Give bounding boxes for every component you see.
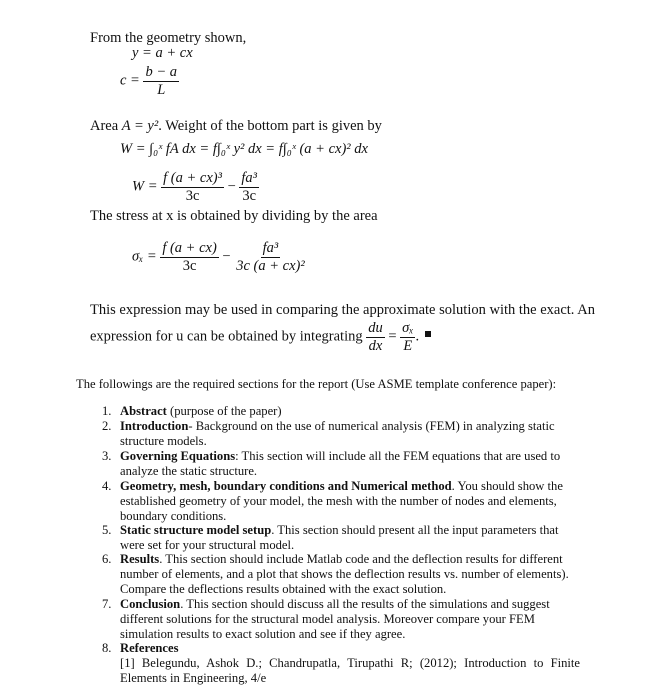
qed-square-icon (425, 331, 431, 337)
list-item-heading: Governing Equations (120, 449, 236, 463)
list-item (102, 419, 580, 449)
list-item-text: . This section should present all the input parameters that were set for your structural model. (120, 523, 559, 552)
list-item (102, 523, 580, 553)
equation-c-lhs: c = (120, 72, 140, 89)
paragraph-line-2-prefix: expression for u can be obtained by integrating (90, 328, 363, 345)
list-item-heading: Geometry, mesh, boundary conditions and Numerical method (120, 479, 452, 493)
weight-fraction-2 (239, 170, 259, 204)
equation-c (120, 64, 179, 98)
list-number: 6. (102, 552, 112, 566)
list-item-text: . This section should discuss all the results of the simulations and suggest different solutions for the structural model analysis. Moreover compare your FEM simulation results to exact solution and see if they agree. (120, 597, 550, 641)
list-number: 1. (102, 404, 112, 418)
intro-text: From the geometry shown, (90, 30, 247, 46)
area-line (90, 118, 382, 135)
stress-text: The stress at x is obtained by dividing by the area (90, 208, 378, 224)
equation-y: y = a + cx (132, 45, 193, 61)
area-equation: A = y² (121, 118, 159, 134)
sigma-numerator-1: f (a + cx) (162, 240, 217, 256)
equation-weight-result (132, 170, 259, 204)
list-item (102, 404, 580, 419)
list-item (102, 449, 580, 479)
list-number: 8. (102, 641, 112, 655)
list-item-heading: Static structure model setup (120, 523, 272, 537)
du-equals: = (388, 328, 397, 345)
weight-fraction-1 (161, 170, 224, 204)
list-number: 3. (102, 449, 112, 463)
weight-lhs: W = (132, 178, 158, 195)
sigma-x-numerator: σₓ (402, 320, 414, 336)
list-item (102, 479, 580, 524)
du-dx-fraction (366, 320, 385, 354)
list-item (102, 597, 580, 642)
equation-weight-integral: W = ∫₀ˣ fA dx = f∫₀ˣ y² dx = f∫₀ˣ (a + cx)² dx (120, 141, 368, 157)
list-number: 2. (102, 419, 112, 433)
sigma-lhs: σₓ = (132, 248, 157, 265)
sections-intro: The followings are the required sections for the report (Use ASME template conference paper): (76, 377, 557, 391)
sigma-e-fraction (400, 320, 415, 354)
list-item-text: . You should show the established geometry of your model, the mesh with the number of nodes and elements, boundary conditions. (120, 479, 563, 523)
sigma-numerator-2: fa³ (262, 240, 279, 256)
equation-c-denominator: L (157, 81, 166, 98)
sigma-denominator-2: 3c (a + cx)² (236, 257, 305, 274)
list-item (102, 641, 580, 656)
reference-entry (102, 656, 580, 686)
list-item-text: : This section will include all the FEM equations that are used to analyze the static structure. (120, 449, 561, 478)
area-prefix: Area (90, 118, 119, 134)
list-item-text: . This section should include Matlab code and the deflection results for different number of elements, and a plot that shows the deflection results vs. number of elements). Compare the deflections results obtained with the exact solution. (120, 552, 569, 596)
area-suffix: . Weight of the bottom part is given by (158, 118, 382, 134)
list-item-heading: Conclusion (120, 597, 181, 611)
weight-denominator-1: 3c (185, 187, 200, 204)
dx-denominator: dx (368, 337, 383, 354)
list-item-heading: Introduction (120, 419, 189, 433)
paragraph-line-1: This expression may be used in comparing the approximate solution with the exact. An (90, 302, 595, 318)
weight-numerator-2: fa³ (241, 170, 258, 186)
equation-c-numerator: b − a (145, 64, 178, 80)
list-item-heading: Abstract (120, 404, 167, 418)
equation-sigma (132, 240, 307, 274)
list-item-text: - Background on the use of numerical analysis (FEM) in analyzing static structure models. (120, 419, 555, 448)
reference-text: [1] Belegundu, Ashok D.; Chandrupatla, Tirupathi R; (2012); Introduction to Finite Elements in Engineering, 4/e (120, 656, 580, 685)
sigma-fraction-1 (160, 240, 218, 274)
weight-minus: − (227, 178, 236, 195)
list-item-text: (purpose of the paper) (166, 404, 282, 418)
equation-c-fraction (143, 64, 179, 98)
sigma-minus: − (222, 248, 231, 265)
list-number: 4. (102, 479, 112, 493)
list-item-heading: References (120, 641, 179, 655)
weight-numerator-1: f (a + cx)³ (163, 170, 222, 186)
list-number: 5. (102, 523, 112, 537)
list-number: 7. (102, 597, 112, 611)
weight-denominator-2: 3c (242, 187, 257, 204)
list-item-heading: Results (120, 552, 160, 566)
sigma-denominator-1: 3c (182, 257, 197, 274)
list-item (102, 552, 580, 597)
du-numerator: du (368, 320, 383, 336)
paragraph-line-2: expression for u can be obtained by integrating $\frac{du}{dx}$ = $\frac{\text{σₓ}}{E}$ . (90, 320, 420, 354)
e-denominator: E (403, 337, 413, 354)
sigma-fraction-2 (234, 240, 306, 274)
